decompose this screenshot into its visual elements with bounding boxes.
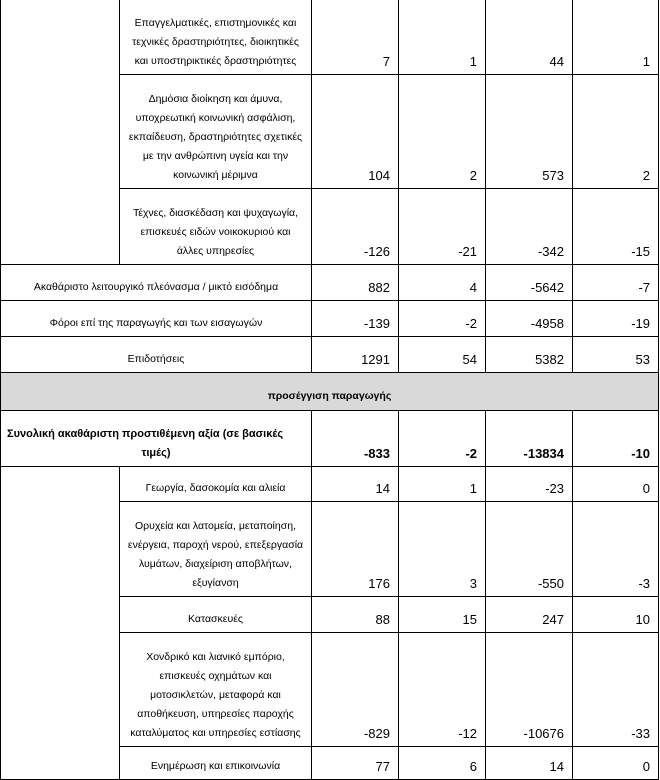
table-row: [1, 264, 659, 300]
value-cell: 104: [312, 74, 399, 188]
indent-cell: [1, 188, 120, 264]
table-row: [1, 336, 659, 372]
table-row: [1, 746, 659, 779]
value-cell: 1: [573, 0, 659, 74]
value-cell: 6: [399, 746, 486, 779]
value-cell: -829: [312, 632, 399, 746]
value-cell: -3: [573, 501, 659, 596]
value-cell: 882: [312, 264, 399, 300]
indent-cell: [1, 746, 120, 779]
value-cell: -10: [573, 410, 659, 466]
table-row: [1, 596, 659, 632]
table-row: [1, 74, 659, 188]
value-cell: 247: [486, 596, 573, 632]
value-cell: 44: [486, 0, 573, 74]
table-row: [1, 410, 659, 466]
value-cell: -4958: [486, 300, 573, 336]
value-cell: 88: [312, 596, 399, 632]
table-row: [1, 0, 659, 74]
indent-cell: [1, 596, 120, 632]
value-cell: 573: [486, 74, 573, 188]
value-cell: -126: [312, 188, 399, 264]
row-label: Ακαθάριστο λειτουργικό πλεόνασμα / μικτό εισόδημα: [1, 264, 312, 300]
row-label: Ενημέρωση και επικοινωνία: [120, 746, 312, 779]
value-cell: -5642: [486, 264, 573, 300]
value-cell: 5382: [486, 336, 573, 372]
row-label: Τέχνες, διασκέδαση και ψυχαγωγία, επισκευές ειδών νοικοκυριού και άλλες υπηρεσίες: [120, 188, 312, 264]
value-cell: 1291: [312, 336, 399, 372]
table-row: [1, 466, 659, 501]
value-cell: -139: [312, 300, 399, 336]
value-cell: 7: [312, 0, 399, 74]
value-cell: 15: [399, 596, 486, 632]
value-cell: -15: [573, 188, 659, 264]
table-row: [1, 501, 659, 596]
value-cell: 2: [573, 74, 659, 188]
row-label: Φόροι επί της παραγωγής και των εισαγωγών: [1, 300, 312, 336]
value-cell: 14: [312, 466, 399, 501]
value-cell: -7: [573, 264, 659, 300]
indent-cell: [1, 0, 120, 74]
table-row: [1, 300, 659, 336]
value-cell: -13834: [486, 410, 573, 466]
value-cell: -550: [486, 501, 573, 596]
value-cell: 77: [312, 746, 399, 779]
value-cell: 53: [573, 336, 659, 372]
row-label: Επαγγελματικές, επιστημονικές και τεχνικές δραστηριότητες, διοικητικές και υποστηρικτικές δραστηριότητες: [120, 0, 312, 74]
row-label: Δημόσια διοίκηση και άμυνα, υποχρεωτική κοινωνική ασφάλιση, εκπαίδευση, δραστηριότητες σχετικές με την ανθρώπινη υγεία και την κοινωνική μέριμνα: [120, 74, 312, 188]
table-row: [1, 632, 659, 746]
value-cell: 14: [486, 746, 573, 779]
value-cell: 1: [399, 0, 486, 74]
table-row: [1, 188, 659, 264]
row-label: Χονδρικό και λιανικό εμπόριο, επισκευές οχημάτων και μοτοσικλετών, μεταφορά και αποθήκευση, υπηρεσίες παροχής καταλύματος και υπηρεσίες εστίασης: [120, 632, 312, 746]
row-label: Γεωργία, δασοκομία και αλιεία: [120, 466, 312, 501]
indent-cell: [1, 466, 120, 501]
value-cell: 4: [399, 264, 486, 300]
value-cell: 176: [312, 501, 399, 596]
value-cell: -23: [486, 466, 573, 501]
value-cell: 0: [573, 466, 659, 501]
value-cell: 54: [399, 336, 486, 372]
value-cell: -2: [399, 410, 486, 466]
indent-cell: [1, 501, 120, 596]
value-cell: -342: [486, 188, 573, 264]
row-label-line1: Συνολική ακαθάριστη προστιθέμενη αξία (σε βασικές: [7, 427, 284, 440]
row-label: Επιδοτήσεις: [1, 336, 312, 372]
row-label-line2: τιμές): [141, 446, 171, 459]
value-cell: 2: [399, 74, 486, 188]
indent-cell: [1, 632, 120, 746]
indent-cell: [1, 74, 120, 188]
row-label: Ορυχεία και λατομεία, μεταποίηση, ενέργεια, παροχή νερού, επεξεργασία λυμάτων, διαχείριση αποβλήτων, εξυγίανση: [120, 501, 312, 596]
row-label: Κατασκευές: [120, 596, 312, 632]
section-header: προσέγγιση παραγωγής: [1, 372, 659, 410]
value-cell: -33: [573, 632, 659, 746]
value-cell: -12: [399, 632, 486, 746]
table-row: [1, 372, 659, 410]
value-cell: -21: [399, 188, 486, 264]
value-cell: 0: [573, 746, 659, 779]
row-label: [1, 410, 312, 466]
value-cell: 3: [399, 501, 486, 596]
value-cell: 1: [399, 466, 486, 501]
value-cell: -10676: [486, 632, 573, 746]
value-cell: -19: [573, 300, 659, 336]
value-cell: -2: [399, 300, 486, 336]
value-cell: -833: [312, 410, 399, 466]
value-cell: 10: [573, 596, 659, 632]
